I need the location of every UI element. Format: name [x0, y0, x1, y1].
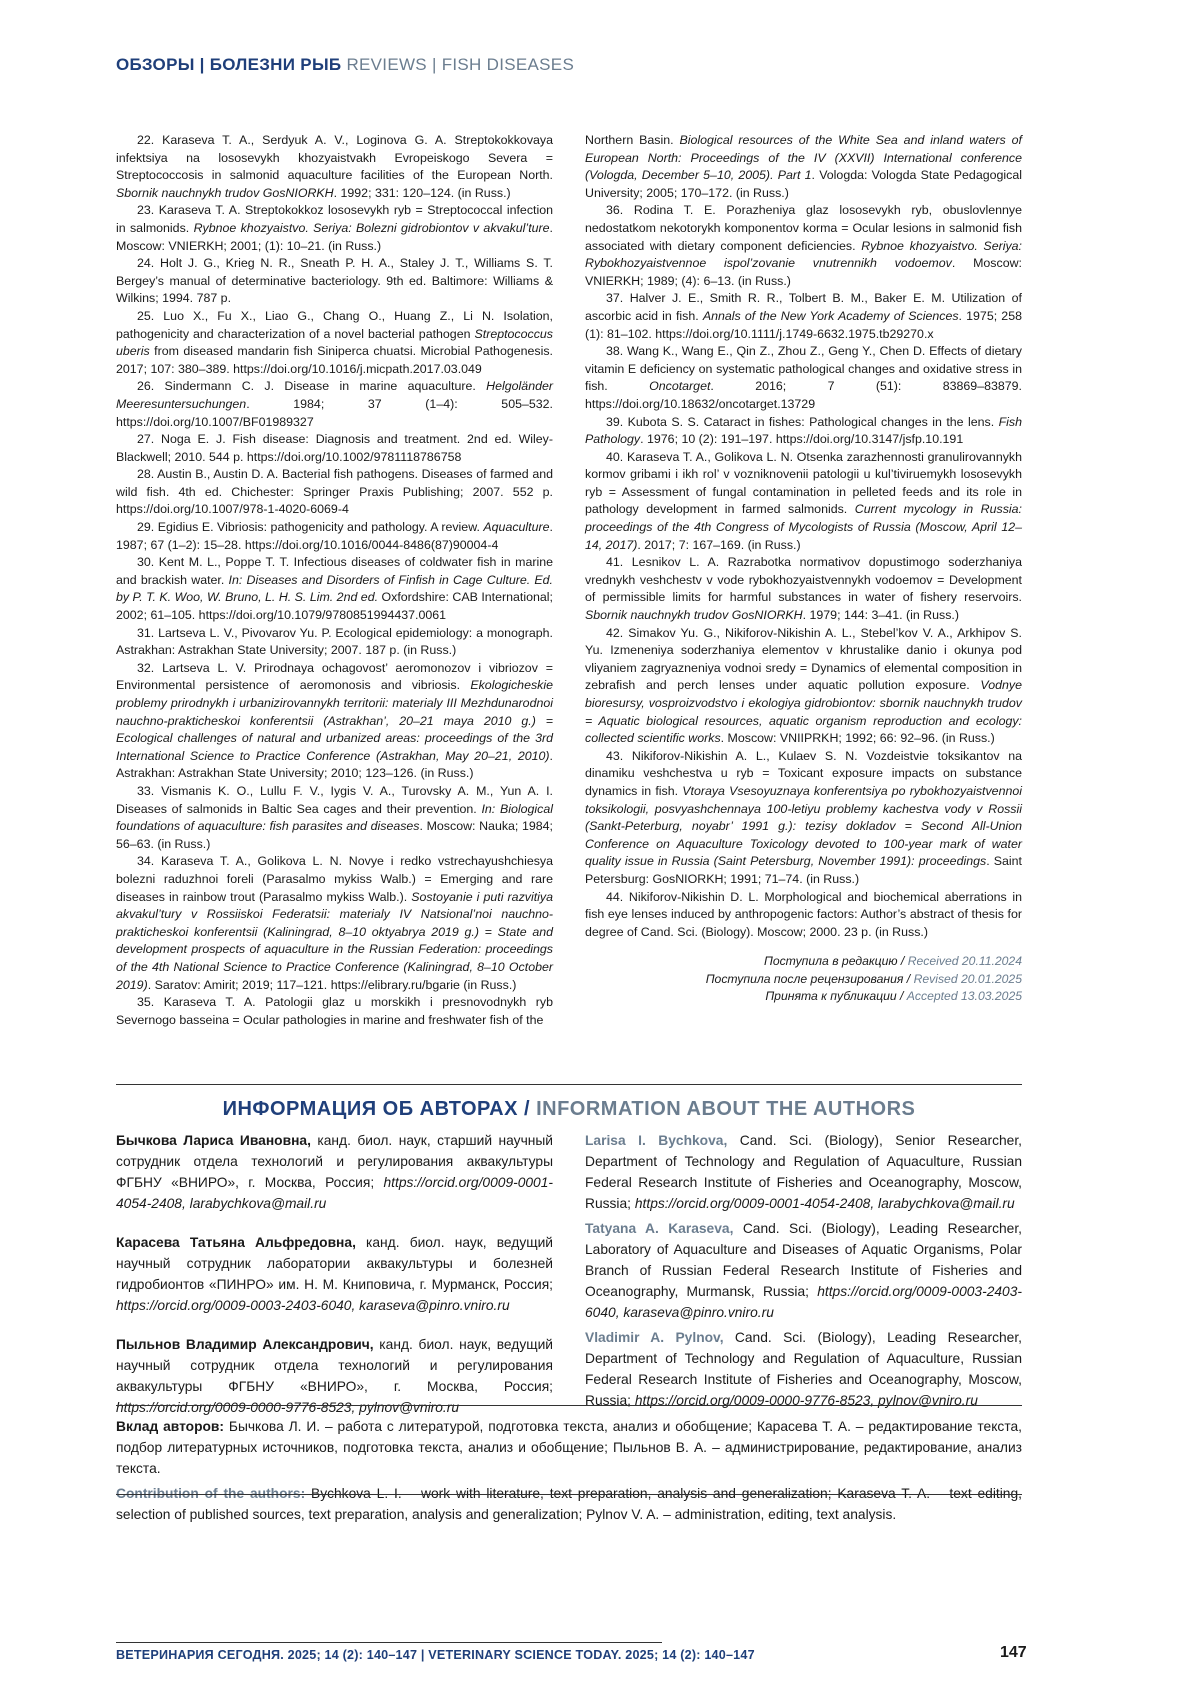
author-contact-links[interactable]: https://orcid.org/0009-0003-2403-6040, karaseva@pinro.vniro.ru — [116, 1298, 510, 1313]
author-entry: Бычкова Лариса Ивановна, канд. биол. наук, старший научный сотрудник отдела технологий и регулирования аквакультуры ФГБНУ «ВНИРО», г. Москва, Россия; https://orcid.org/0009-0001-4054-2408, larabychkova@mail.ru — [116, 1130, 553, 1214]
article-dates — [585, 953, 1022, 1006]
journal-header — [116, 55, 574, 75]
authors-ru-column — [116, 1130, 553, 1436]
date-accepted: Принята к публикации / Accepted 13.03.2025 — [585, 988, 1022, 1006]
authors-info-title: ИНФОРМАЦИЯ ОБ АВТОРАХ / INFORMATION ABOUT THE AUTHORS — [116, 1098, 1022, 1121]
contribution-ru: Вклад авторов: Бычкова Л. И. – работа с литературой, подготовка текста, анализ и обобщение; Карасева Т. А. – редактирование текста, подбор литературных источников, подготовка текста, анализ и обобщение; Пыльнов В. А. – администрирование, редактирование, анализ текста. — [116, 1416, 1022, 1479]
reference-item: 43. Nikiforov-Nikishin A. L., Kulaev S. N. Vozdeistvie toksikantov na dinamiku veshchestva u ryb = Toxicant exposure impacts on substance dynamics in fish. Vtoraya Vsesoyuznaya konferentsiya po rybokhozyaistvennoi toksikologii, posvyashchennaya 100-letiyu problemy kachestva vody v Rossii (Sankt-Peterburg, noyabr’ 1991 g.): tezisy dokladov = Second All-Union Conference on Aquaculture Toxicology devoted to 100-year mark of water quality issue in Russia (Saint Petersburg, November 1991): proceedings. Saint Petersburg: GosNIORKH; 1991; 71–74. (in Russ.) — [585, 748, 1022, 889]
author-contact-links[interactable]: https://orcid.org/0009-0003-2403-6040, karaseva@pinro.vniro.ru — [585, 1284, 1022, 1320]
section-divider — [116, 1405, 1022, 1406]
reference-item: 24. Holt J. G., Krieg N. R., Sneath P. H. A., Staley J. T., Williams S. T. Bergey’s manual of determinative bacteriology. 9th ed. Baltimore: Williams & Wilkins; 1994. 787 p. — [116, 255, 553, 308]
author-contact-links[interactable]: https://orcid.org/0009-0001-4054-2408, larabychkova@mail.ru — [635, 1196, 1015, 1211]
references-right-list — [585, 132, 1022, 941]
reference-item: 26. Sindermann C. J. Disease in marine aquaculture. Helgoländer Meeresuntersuchungen. 1984; 37 (1–4): 505–532. https://doi.org/10.1007/BF01989327 — [116, 378, 553, 431]
references-left-column — [116, 132, 553, 1029]
reference-item: 41. Lesnikov L. A. Razrabotka normativov dopustimogo soderzhaniya vrednykh veshchestv v vode rybokhozyaistvennykh vodoemov = Development of permissible limits for harmful substances in water of fishery reservoirs. Sbornik nauchnykh trudov GosNIORKH. 1979; 144: 3–41. (in Russ.) — [585, 554, 1022, 624]
author-contact-links[interactable]: https://orcid.org/0009-0000-9776-8523, pylnov@vniro.ru — [635, 1393, 978, 1408]
reference-item: Northern Basin. Biological resources of the White Sea and inland waters of European North: Proceedings of the IV (XXVII) International conference (Vologda, December 5–10, 2005). Part 1. Vologda: Vologda State Pedagogical University; 2005; 170–172. (in Russ.) — [585, 132, 1022, 202]
reference-item: 27. Noga E. J. Fish disease: Diagnosis and treatment. 2nd ed. Wiley-Blackwell; 2010. 544 p. https://doi.org/10.1002/9781118786758 — [116, 431, 553, 466]
author-entry: Карасева Татьяна Альфредовна, канд. биол. наук, ведущий научный сотрудник лаборатории аквакультуры и болезней гидробионтов «ПИНРО» им. Н. М. Книповича, г. Мурманск, Россия; https://orcid.org/0009-0003-2403-6040, karaseva@pinro.vniro.ru — [116, 1232, 553, 1316]
authors-section — [116, 1130, 1022, 1436]
reference-item: 42. Simakov Yu. G., Nikiforov-Nikishin A. L., Stebel’kov V. A., Arkhipov S. Yu. Izmeneniya soderzhaniya elementov v khrustalike danio i okunya pod vliyaniem zagryazneniya vodnoi sredy = Dynamics of elemental composition in zebrafish and perch lenses under aquatic pollution exposure. Vodnye bioresursy, vosproizvodstvo i ekologiya gidrobiontov: sbornik nauchnykh trudov = Aquatic biological resources, aquatic organism reproduction and ecology: collected scientific works. Moscow: VNIIPRKH; 1992; 66: 92–96. (in Russ.) — [585, 625, 1022, 748]
page-number: 147 — [1000, 1644, 1027, 1662]
references-right-column — [585, 132, 1022, 1029]
reference-item: 39. Kubota S. S. Cataract in fishes: Pathological changes in the lens. Fish Pathology. 1976; 10 (2): 191–197. https://doi.org/10.3147/jsfp.10.191 — [585, 414, 1022, 449]
section-divider — [116, 1494, 1022, 1495]
date-revised: Поступила после рецензирования / Revised 20.01.2025 — [585, 971, 1022, 989]
reference-item: 32. Lartseva L. V. Prirodnaya ochagovost’ aeromonozov i vibriozov = Environmental persistence of aeromonosis and vibriosis. Ekologicheskie problemy prirodnykh i urbanizirovannykh territorii: materialy III Mezhdunarodnoi nauchno-prakticheskoi konferentsii (Astrakhan’, 20–21 maya 2010 g.) = Ecological challenges of natural and urbanized areas: proceedings of the 3rd International Science to Practice Conference (Astrakhan, May 20–21, 2010). Astrakhan: Astrakhan State University; 2010; 123–126. (in Russ.) — [116, 660, 553, 783]
author-entry: Пыльнов Владимир Александрович, канд. биол. наук, ведущий научный сотрудник отдела технологий и регулирования аквакультуры ФГБНУ «ВНИРО», г. Москва, Россия; https://orcid.org/0009-0000-9776-8523, pylnov@vniro.ru — [116, 1334, 553, 1418]
reference-item: 23. Karaseva T. A. Streptokokkoz lososevykh ryb = Streptococcal infection in salmonids. Rybnoe khozyaistvo. Seriya: Bolezni gidrobiontov v akvakul’ture. Moscow: VNIERKH; 2001; (1): 10–21. (in Russ.) — [116, 202, 553, 255]
reference-item: 31. Lartseva L. V., Pivovarov Yu. P. Ecological epidemiology: a monograph. Astrakhan: Astrakhan State University; 2007. 187 p. (in Russ.) — [116, 625, 553, 660]
reference-item: 34. Karaseva T. A., Golikova L. N. Novye i redko vstrechayushchiesya bolezni raduzhnoi foreli (Parasalmo mykiss Walb.) = Emerging and rare diseases in rainbow trout (Parasalmo mykiss Walb.). Sostoyanie i puti razvitiya akvakul’tury v Rossiiskoi Federatsii: materialy IV Natsional’noi nauchno-prakticheskoi konferentsii (Kaliningrad, 8–10 oktyabrya 2019 g.) = State and development prospects of aquaculture in the Russian Federation: proceedings of the 4th National Science to Practice Conference (Kaliningrad, 8–10 October 2019). Saratov: Amirit; 2019; 117–121. https://elibrary.ru/bgarie (in Russ.) — [116, 853, 553, 994]
section-divider — [116, 1084, 1022, 1085]
header-section-en: REVIEWS | FISH DISEASES — [346, 55, 574, 74]
author-contact-links[interactable]: https://orcid.org/0009-0000-9776-8523, pylnov@vniro.ru — [116, 1400, 459, 1415]
reference-item: 36. Rodina T. E. Porazheniya glaz lososevykh ryb, obuslovlennye nedostatkom nekotorykh komponentov korma = Ocular lesions in salmonid fish associated with dietary component deficiencies. Rybnoe khozyaistvo. Seriya: Rybokhozyaistvennoe ispol’zovanie vnutrennikh vodoemov. Moscow: VNIERKH; 1989; (4): 6–13. (in Russ.) — [585, 202, 1022, 290]
reference-item: 29. Egidius E. Vibriosis: pathogenicity and pathology. A review. Aquaculture. 1987; 67 (1–2): 15–28. https://doi.org/10.1016/0044-8486(87)90004-4 — [116, 519, 553, 554]
reference-item: 44. Nikiforov-Nikishin D. L. Morphological and biochemical aberrations in fish eye lenses induced by anthropogenic factors: Author’s abstract of thesis for degree of Cand. Sci. (Biology). Moscow; 2000. 23 p. (in Russ.) — [585, 889, 1022, 942]
reference-item: 40. Karaseva T. A., Golikova L. N. Otsenka zarazhennosti granulirovannykh kormov gribami i ikh rol’ v vozniknovenii patologii u kul’tiviruemykh lososevykh ryb = Assessment of fungal contamination in pelleted feeds and its role in pathology development in farmed salmonids. Current mycology in Russia: proceedings of the 4th Congress of Mycologists of Russia (Moscow, April 12–14, 2017). 2017; 7: 167–169. (in Russ.) — [585, 449, 1022, 555]
reference-item: 22. Karaseva T. A., Serdyuk A. V., Loginova G. A. Streptokokkovaya infektsiya na lososevykh khozyaistvakh Evropeiskogo Severa = Streptococcosis in salmonid aquaculture facilities of the European North. Sbornik nauchnykh trudov GosNIORKH. 1992; 331: 120–124. (in Russ.) — [116, 132, 553, 202]
reference-item: 38. Wang K., Wang E., Qin Z., Zhou Z., Geng Y., Chen D. Effects of dietary vitamin E deficiency on systematic pathological changes and oxidative stress in fish. Oncotarget. 2016; 7 (51): 83869–83879. https://doi.org/10.18632/oncotarget.13729 — [585, 343, 1022, 413]
reference-item: 37. Halver J. E., Smith R. R., Tolbert B. M., Baker E. M. Utilization of ascorbic acid in fish. Annals of the New York Academy of Sciences. 1975; 258 (1): 81–102. https://doi.org/10.1111/j.1749-6632.1975.tb29270.x — [585, 290, 1022, 343]
authors-en-column — [585, 1130, 1022, 1436]
contribution-en: Contribution of the authors: Bychkova L. I. – work with literature, text preparation, analysis and generalization; Karaseva T. A. – text editing, selection of published sources, text preparation, analysis and generalization; Pylnov V. A. – administration, editing, text analysis. — [116, 1483, 1022, 1525]
author-contact-links[interactable]: https://orcid.org/0009-0001-4054-2408, larabychkova@mail.ru — [116, 1175, 553, 1211]
author-entry: Vladimir A. Pylnov, Cand. Sci. (Biology), Leading Researcher, Department of Technology and Regulation of Aquaculture, Russian Federal Research Institute of Fisheries and Oceanography, Moscow, Russia; https://orcid.org/0009-0000-9776-8523, pylnov@vniro.ru — [585, 1327, 1022, 1411]
footer-divider — [116, 1642, 662, 1643]
author-entry: Tatyana A. Karaseva, Cand. Sci. (Biology), Leading Researcher, Laboratory of Aquaculture and Diseases of Aquatic Organisms, Polar Branch of Russian Federal Research Institute of Fisheries and Oceanography, Murmansk, Russia; https://orcid.org/0009-0003-2403-6040, karaseva@pinro.vniro.ru — [585, 1218, 1022, 1323]
reference-item: 33. Vismanis K. O., Lullu F. V., Iygis V. A., Turovsky A. M., Yun A. I. Diseases of salmonids in Baltic Sea cages and their prevention. In: Biological foundations of aquaculture: fish parasites and diseases. Moscow: Nauka; 1984; 56–63. (in Russ.) — [116, 783, 553, 853]
date-received: Поступила в редакцию / Received 20.11.2024 — [585, 953, 1022, 971]
journal-footer: ВЕТЕРИНАРИЯ СЕГОДНЯ. 2025; 14 (2): 140–147 | VETERINARY SCIENCE TODAY. 2025; 14 (2): 140–147 — [116, 1648, 755, 1662]
header-section-ru: ОБЗОРЫ | БОЛЕЗНИ РЫБ — [116, 55, 341, 74]
reference-item: 35. Karaseva T. A. Patologii glaz u morskikh i presnovodnykh ryb Severnogo basseina = Ocular pathologies in marine and freshwater fish of the — [116, 994, 553, 1029]
reference-item: 25. Luo X., Fu X., Liao G., Chang O., Huang Z., Li N. Isolation, pathogenicity and characterization of a novel bacterial pathogen Streptococcus uberis from diseased mandarin fish Siniperca chuatsi. Microbial Pathogenesis. 2017; 107: 380–389. https://doi.org/10.1016/j.micpath.2017.03.049 — [116, 308, 553, 378]
reference-item: 28. Austin B., Austin D. A. Bacterial fish pathogens. Diseases of farmed and wild fish. 4th ed. Chichester: Springer Praxis Publishing; 2007. 552 p. https://doi.org/10.1007/978-1-4020-6069-4 — [116, 466, 553, 519]
references-section — [116, 132, 1022, 1029]
author-entry: Larisa I. Bychkova, Cand. Sci. (Biology), Senior Researcher, Department of Technology and Regulation of Aquaculture, Russian Federal Research Institute of Fisheries and Oceanography, Moscow, Russia; https://orcid.org/0009-0001-4054-2408, larabychkova@mail.ru — [585, 1130, 1022, 1214]
reference-item: 30. Kent M. L., Poppe T. T. Infectious diseases of coldwater fish in marine and brackish water. In: Diseases and Disorders of Finfish in Cage Culture. Ed. by P. T. K. Woo, W. Bruno, L. H. S. Lim. 2nd ed. Oxfordshire: CAB International; 2002; 61–105. https://doi.org/10.1079/9780851994437.0061 — [116, 554, 553, 624]
author-contribution — [116, 1416, 1022, 1529]
